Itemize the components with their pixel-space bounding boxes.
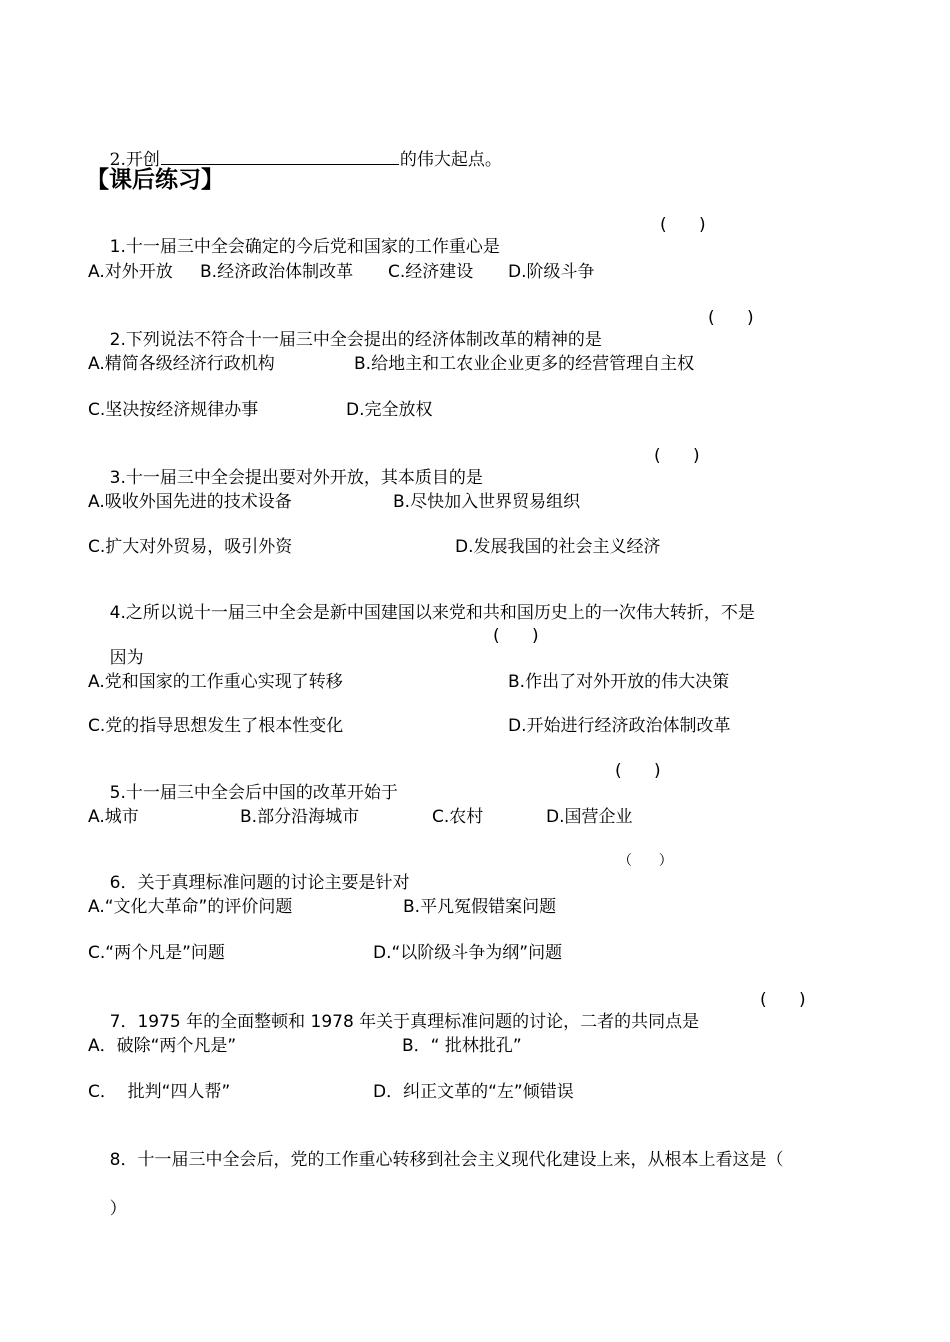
option-c[interactable]: C.“两个凡是”问题	[88, 943, 225, 963]
option-c[interactable]: C.经济建设	[388, 262, 474, 282]
question-stem-text: 6．关于真理标准问题的讨论主要是针对	[109, 873, 410, 893]
option-a[interactable]: A.对外开放	[88, 262, 173, 282]
fill-blank-prefix: 2.开创	[109, 150, 160, 170]
option-c[interactable]: C.扩大对外贸易，吸引外资	[88, 537, 293, 557]
option-b[interactable]: B.部分沿海城市	[240, 807, 360, 827]
question-stem-text: 1.十一届三中全会确定的今后党和国家的工作重心是	[109, 237, 500, 257]
option-c[interactable]: C.农村	[432, 807, 484, 827]
option-a[interactable]: A.“文化大革命”的评价问题	[88, 897, 293, 917]
question-stem-text: 2.下列说法不符合十一届三中全会提出的经济体制改革的精神的是	[109, 330, 602, 350]
option-c[interactable]: C.坚决按经济规律办事	[88, 400, 259, 420]
question-stem-text: 8．十一届三中全会后，党的工作重心转移到社会主义现代化建设上来，从根本上看这是（	[109, 1150, 784, 1170]
option-a[interactable]: A.精简各级经济行政机构	[88, 354, 275, 374]
answer-paren[interactable]: ( )	[660, 215, 706, 235]
option-b[interactable]: B.尽快加入世界贸易组织	[393, 492, 581, 512]
question-2-stem	[88, 307, 754, 395]
option-d[interactable]: D.“以阶级斗争为纲”问题	[373, 943, 563, 963]
option-d[interactable]: D.阶级斗争	[508, 262, 595, 282]
question-stem-text: 因为	[109, 648, 144, 668]
question-4-stem	[88, 580, 755, 646]
answer-paren[interactable]: ( )	[760, 990, 806, 1010]
question-stem-text: 3.十一届三中全会提出要对外开放，其本质目的是	[109, 468, 483, 488]
option-c[interactable]: C． 批判“四人帮”	[88, 1082, 231, 1102]
option-b[interactable]: B.经济政治体制改革	[200, 262, 354, 282]
fill-blank-suffix: 的伟大起点。	[399, 150, 502, 170]
option-a[interactable]: A.党和国家的工作重心实现了转移	[88, 672, 343, 692]
option-d[interactable]: D.国营企业	[546, 807, 633, 827]
option-b[interactable]: B．“ 批林批孔”	[402, 1036, 522, 1056]
option-d[interactable]: D.发展我国的社会主义经济	[455, 537, 661, 557]
option-b[interactable]: B.给地主和工农业企业更多的经营管理自主权	[354, 354, 695, 374]
question-stem-text: 7．1975 年的全面整顿和 1978 年关于真理标准问题的讨论，二者的共同点是	[109, 1012, 700, 1032]
question-8-stem-cont	[88, 1176, 127, 1242]
question-stem-text: 4.之所以说十一届三中全会是新中国建国以来党和共和国历史上的一次伟大转折，不是	[109, 603, 755, 623]
option-d[interactable]: D．纠正文革的“左”倾错误	[373, 1082, 574, 1102]
question-8-stem	[88, 1127, 783, 1193]
option-d[interactable]: D.开始进行经济政治体制改革	[508, 716, 731, 736]
answer-paren[interactable]: ）	[109, 1199, 127, 1219]
answer-blank[interactable]	[161, 148, 399, 165]
question-stem-text: 5.十一届三中全会后中国的改革开始于	[109, 783, 398, 803]
question-7-stem	[88, 989, 806, 1077]
answer-paren[interactable]: ( )	[654, 446, 700, 466]
answer-paren[interactable]: ( )	[493, 626, 539, 646]
option-b[interactable]: B.平凡冤假错案问题	[403, 897, 557, 917]
option-c[interactable]: C.党的指导思想发生了根本性变化	[88, 716, 344, 736]
option-b[interactable]: B.作出了对外开放的伟大决策	[508, 672, 730, 692]
answer-paren[interactable]: ( )	[708, 308, 754, 328]
option-a[interactable]: A．破除“两个凡是”	[88, 1036, 237, 1056]
option-a[interactable]: A.吸收外国先进的技术设备	[88, 492, 292, 512]
section-title: 【课后练习】	[86, 167, 224, 193]
option-d[interactable]: D.完全放权	[346, 400, 433, 420]
answer-paren[interactable]: （ ）	[618, 853, 673, 869]
answer-paren[interactable]: ( )	[615, 761, 661, 781]
option-a[interactable]: A.城市	[88, 807, 139, 827]
